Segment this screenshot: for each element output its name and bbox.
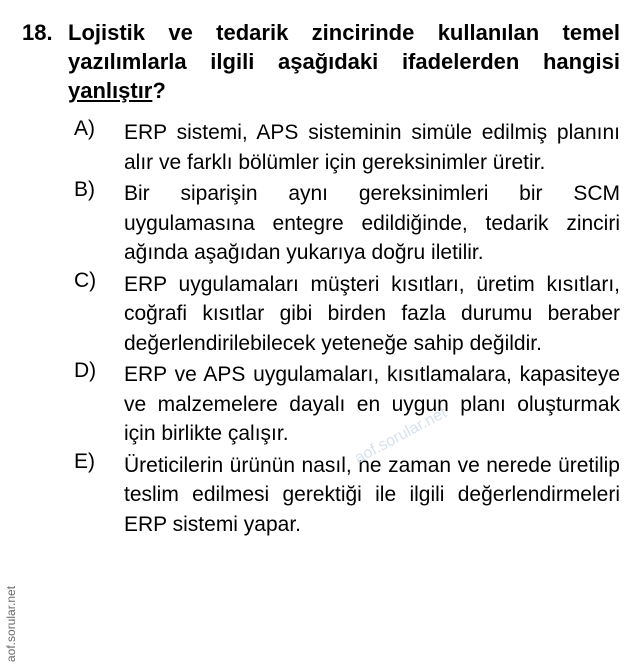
- option-text: ERP ve APS uygulamaları, kısıtlamalara, kapasiteye ve malzemelere dayalı en uygun planı oluşturmak için birlikte çalışır.: [124, 363, 620, 445]
- question-header: [22, 18, 620, 105]
- option-text: ERP sistemi, APS sisteminin simüle edilmiş planını alır ve farklı bölümler için gereksinimler üretir.: [124, 121, 620, 174]
- answer-option-a[interactable]: [74, 118, 620, 177]
- option-text: ERP uygulamaları müşteri kısıtları, üretim kısıtları, coğrafi kısıtlar gibi birden fazla durumu beraber değerlendirilebilecek yeteneğe sahip değildir.: [124, 272, 620, 355]
- question-block: [22, 18, 620, 541]
- question-keyword-underlined: yanlıştır: [68, 78, 153, 103]
- answer-option-c[interactable]: [74, 270, 620, 359]
- option-letter: B): [74, 178, 95, 201]
- option-letter: A): [74, 117, 95, 140]
- option-text: Bir siparişin aynı gereksinimleri bir SCM uygulamasına entegre edildiğinde, tedarik zinciri ağında aşağıdan yukarıya doğru iletilir.: [124, 182, 620, 264]
- option-letter: C): [74, 268, 97, 292]
- option-text: Üreticilerin ürünün nasıl, ne zaman ve nerede üretilip teslim edilmesi gerektiği ile ilgili değerlendirmeleri ERP sistemi yapar.: [124, 453, 620, 536]
- option-letter: D): [74, 359, 97, 382]
- answer-option-d[interactable]: [74, 360, 620, 449]
- answer-option-e[interactable]: [74, 451, 620, 540]
- answer-options: [22, 118, 620, 539]
- answer-option-b[interactable]: [74, 179, 620, 268]
- watermark-side: aof.sorular.net: [4, 585, 18, 662]
- question-text-before: Lojistik ve tedarik zincirinde kullanılan temel yazılımlarla ilgili aşağıdaki ifadelerden hangisi: [68, 20, 620, 74]
- question-text-after: ?: [152, 78, 166, 103]
- question-stem: [68, 18, 620, 105]
- option-letter: E): [74, 449, 95, 473]
- question-number: 18.: [22, 20, 53, 45]
- watermark-center: aof.sorular.net: [352, 404, 450, 468]
